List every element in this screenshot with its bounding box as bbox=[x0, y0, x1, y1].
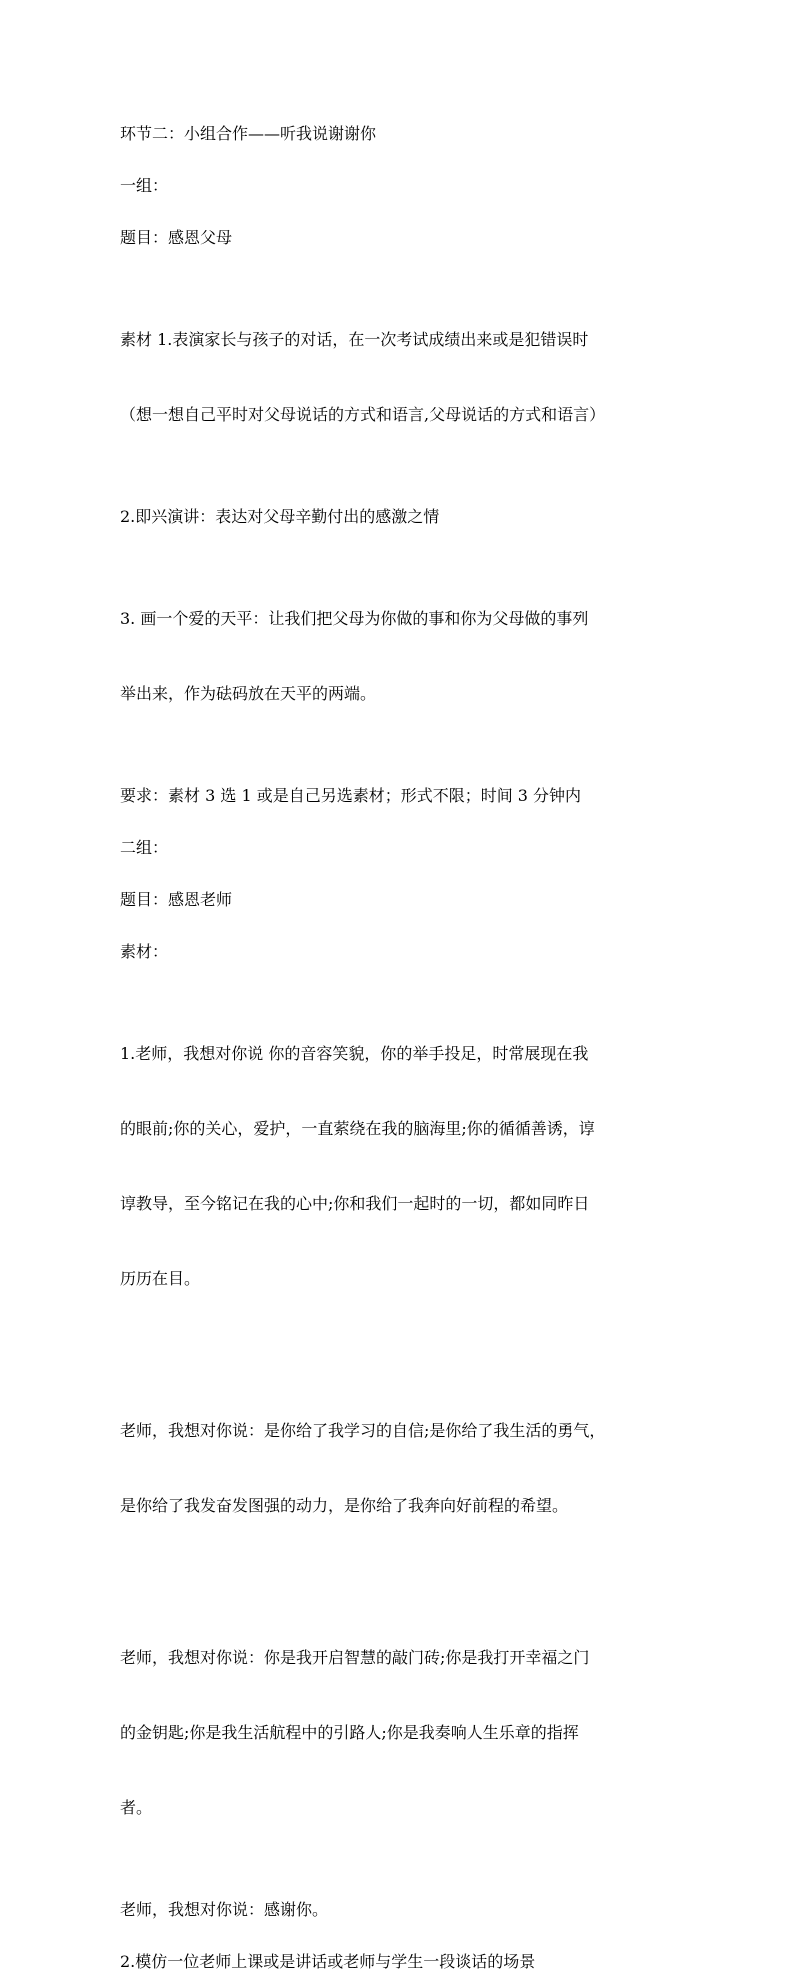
group2-p3-line3: 者。 bbox=[120, 1798, 153, 1817]
group1-heading: 一组： bbox=[120, 176, 169, 195]
group1-material-line1: 素材 1.表演家长与孩子的对话，在一次考试成绩出来或是犯错误时 bbox=[120, 330, 589, 349]
group1-topic: 题目：感恩父母 bbox=[120, 228, 233, 247]
group2-paragraph-3 bbox=[120, 1595, 700, 1870]
group1-item2: 2.即兴演讲：表达对父母辛勤付出的感激之情 bbox=[120, 507, 440, 526]
group2-p3-line2: 的金钥匙;你是我生活航程中的引路人;你是我奏响人生乐章的指挥 bbox=[120, 1723, 579, 1742]
group2-paragraph-4: 老师，我想对你说：感谢你。 bbox=[120, 1900, 329, 1919]
group1-material bbox=[120, 277, 700, 477]
group1-item3-line2: 举出来，作为砝码放在天平的两端。 bbox=[120, 684, 377, 703]
group1-requirement: 要求：素材 3 选 1 或是自己另选素材；形式不限；时间 3 分钟内 bbox=[120, 786, 582, 805]
group2-paragraph-1 bbox=[120, 991, 700, 1341]
group2-p2-line2: 是你给了我发奋发图强的动力，是你给了我奔向好前程的希望。 bbox=[120, 1496, 569, 1515]
group2-topic: 题目：感恩老师 bbox=[120, 890, 233, 909]
group2-item2: 2.模仿一位老师上课或是讲话或老师与学生一段谈话的场景 bbox=[120, 1952, 536, 1971]
group1-material-line2: （想一想自己平时对父母说话的方式和语言,父母说话的方式和语言） bbox=[120, 405, 606, 424]
section-title: 环节二：小组合作——听我说谢谢你 bbox=[120, 124, 377, 143]
document-page bbox=[120, 121, 700, 1974]
group2-p2-line1: 老师，我想对你说：是你给了我学习的自信;是你给了我生活的勇气， bbox=[120, 1421, 606, 1440]
group2-p1-line4: 历历在目。 bbox=[120, 1269, 201, 1288]
group2-paragraph-2 bbox=[120, 1368, 700, 1568]
group2-p1-line3: 谆教导，至今铭记在我的心中;你和我们一起时的一切，都如同昨日 bbox=[120, 1194, 590, 1213]
group2-p1-line2: 的眼前;你的关心，爱护，一直萦绕在我的脑海里;你的循循善诱，谆 bbox=[120, 1119, 595, 1138]
group1-item3 bbox=[120, 556, 700, 756]
group2-p3-line1: 老师，我想对你说：你是我开启智慧的敲门砖;你是我打开幸福之门 bbox=[120, 1648, 590, 1667]
group1-item3-line1: 3. 画一个爱的天平：让我们把父母为你做的事和你为父母做的事列 bbox=[120, 609, 589, 628]
group2-p1-line1: 1.老师，我想对你说 你的音容笑貌，你的举手投足，时常展现在我 bbox=[120, 1044, 589, 1063]
group2-heading: 二组： bbox=[120, 838, 169, 857]
group2-material-label: 素材： bbox=[120, 942, 169, 961]
